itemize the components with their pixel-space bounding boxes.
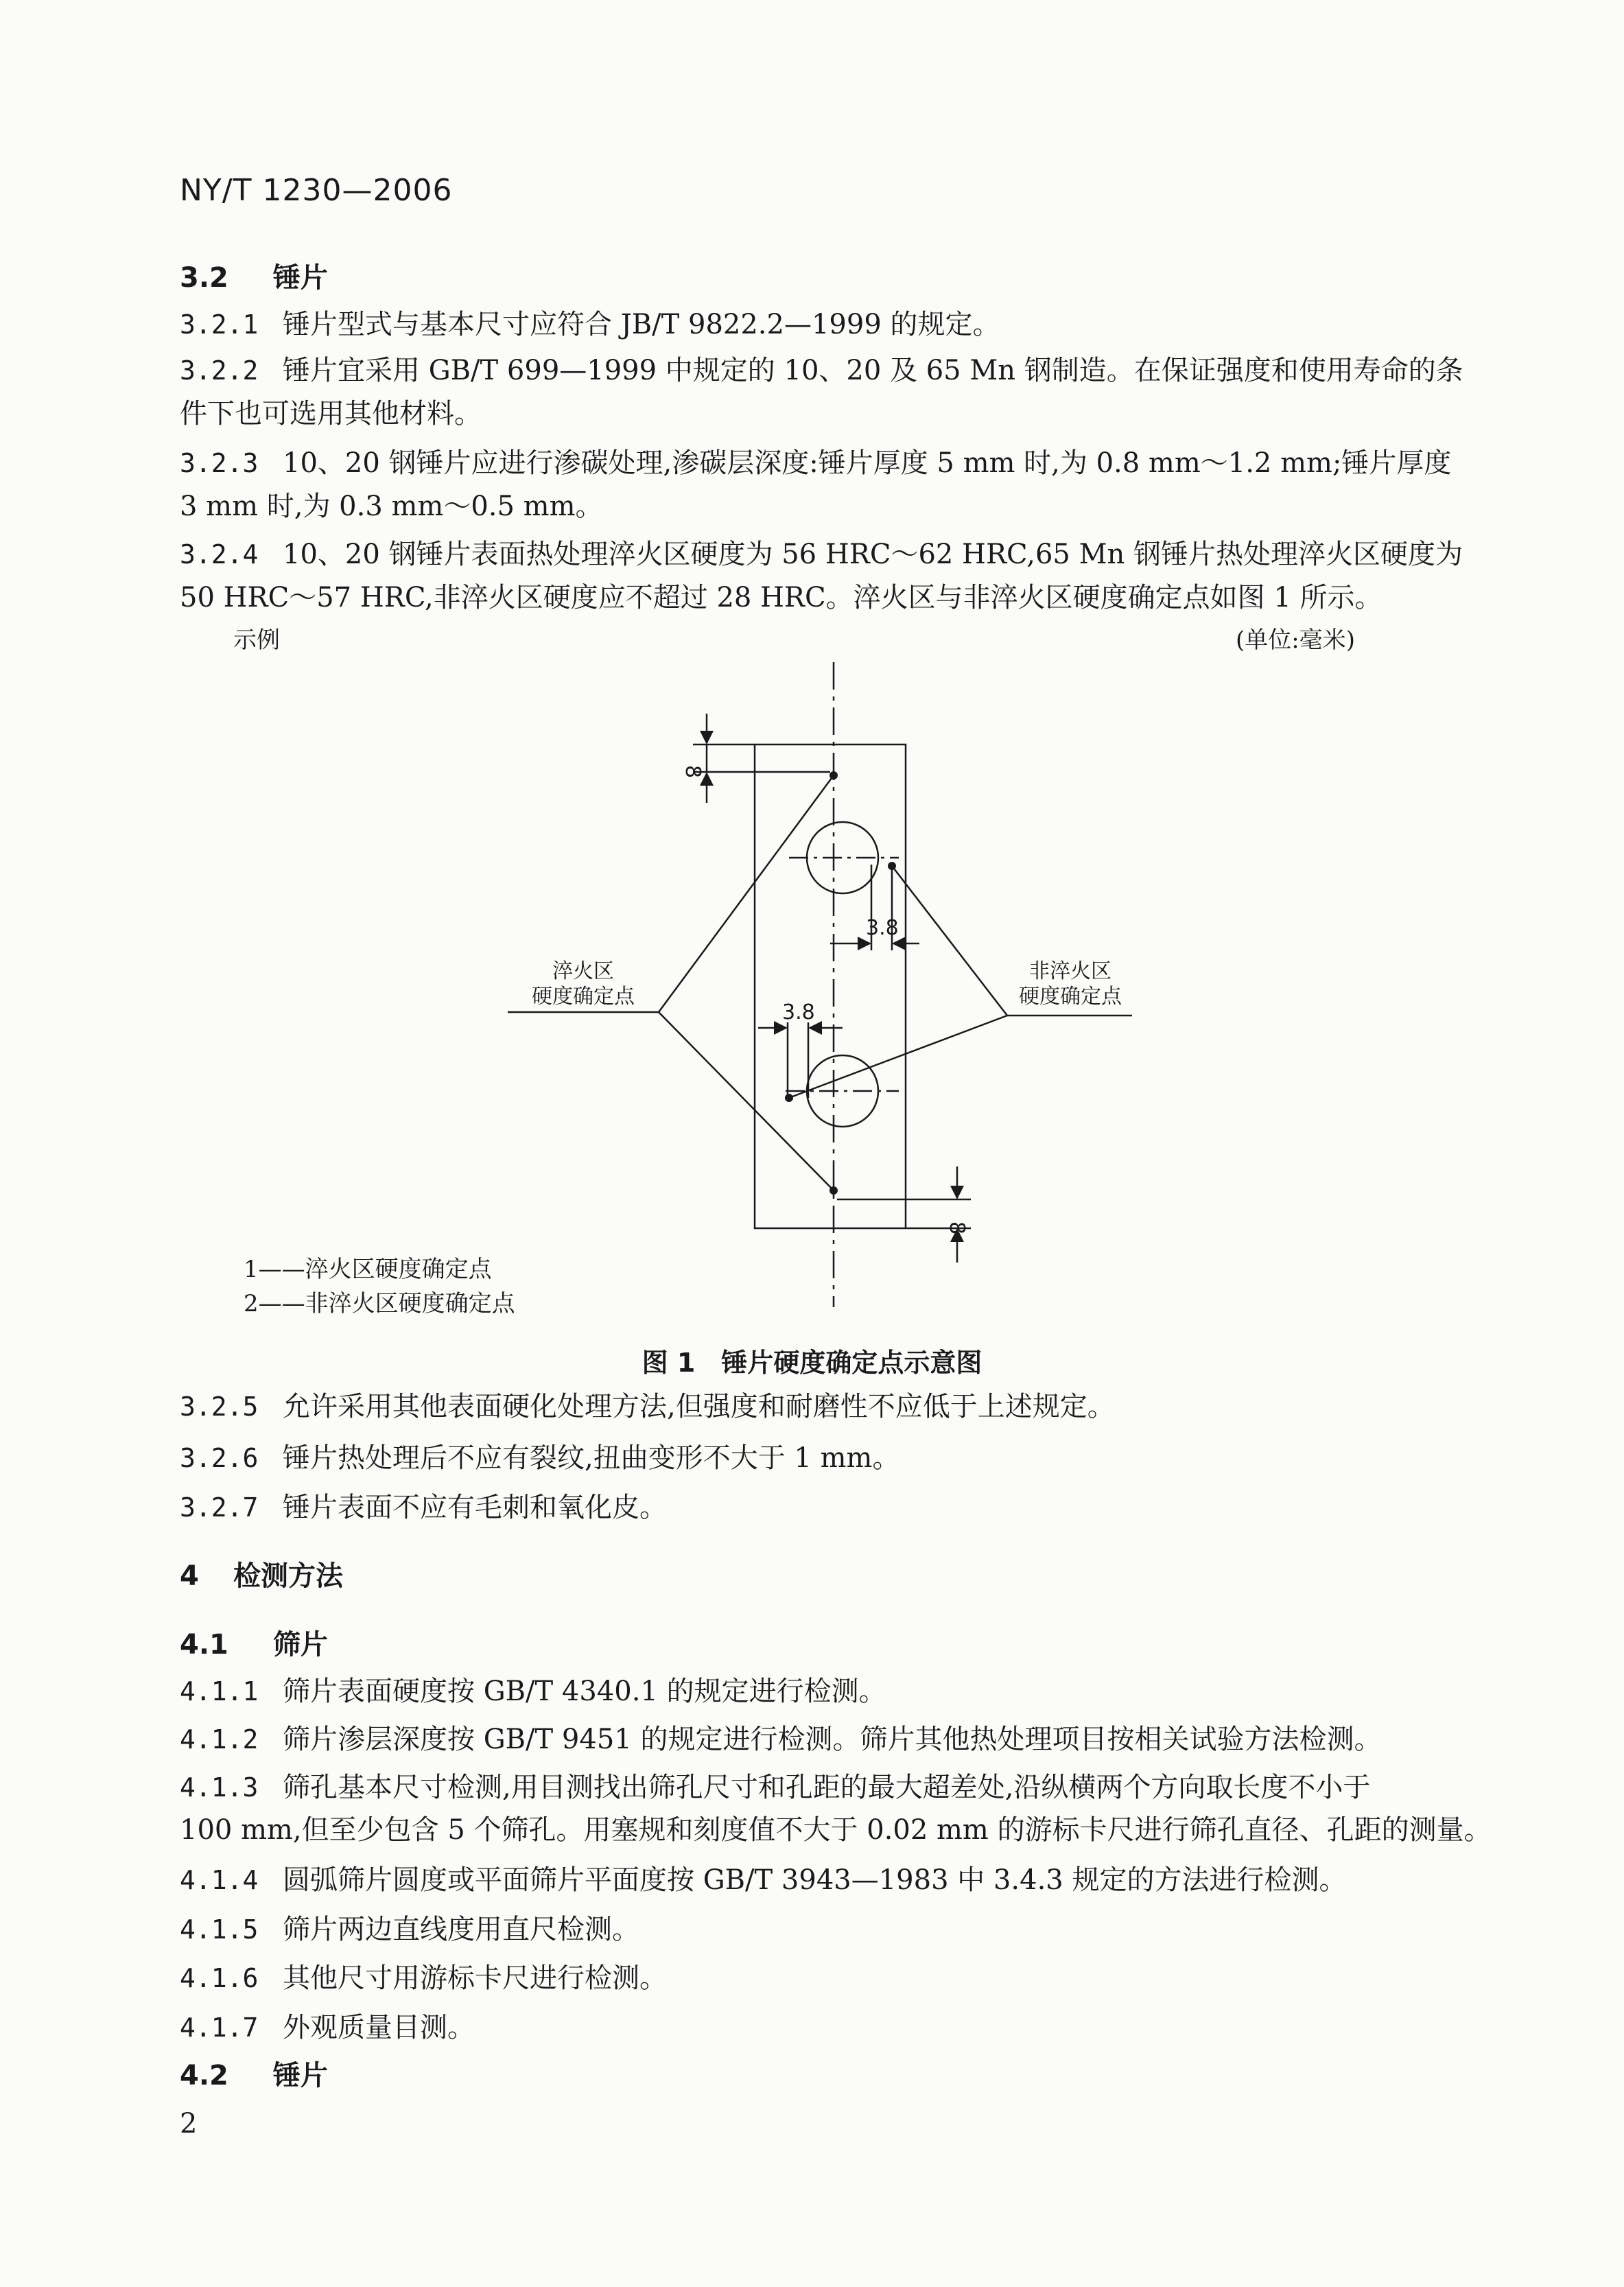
section-number: 4.1 bbox=[180, 1629, 228, 1661]
legend-item-2: 2——非淬火区硬度确定点 bbox=[244, 1290, 515, 1317]
clause-text: 筛片表面硬度按 GB/T 4340.1 的规定进行检测。 bbox=[283, 1676, 886, 1707]
clause bbox=[180, 1674, 886, 1709]
clause-number: 4.1.7 bbox=[180, 2013, 259, 2043]
clause-number: 4.1.3 bbox=[180, 1772, 259, 1803]
clause-continuation: 件下也可选用其他材料。 bbox=[180, 398, 482, 430]
section-title: 锤片 bbox=[273, 2060, 328, 2091]
clause-number: 3.2.2 bbox=[180, 355, 259, 386]
standard-code: NY/T 1230—2006 bbox=[180, 173, 453, 208]
section-number: 3.2 bbox=[180, 262, 228, 294]
label-quench-1: 淬火区 bbox=[552, 959, 614, 983]
clause-number: 4.1.1 bbox=[180, 1676, 259, 1707]
section-heading bbox=[180, 2059, 328, 2093]
dim-8-bottom: 8 bbox=[945, 1221, 969, 1235]
clause-continuation: 100 mm,但至少包含 5 个筛孔。用塞规和刻度值不大于 0.02 mm 的游标卡尺进行筛孔直径、孔距的测量。 bbox=[180, 1814, 1492, 1846]
clause-number: 4.1.2 bbox=[180, 1724, 259, 1755]
clause-number: 3.2.5 bbox=[180, 1392, 259, 1422]
clause bbox=[180, 1912, 639, 1947]
clause bbox=[180, 1863, 1346, 1897]
clause-text: 允许采用其他表面硬化处理方法,但强度和耐磨性不应低于上述规定。 bbox=[283, 1391, 1115, 1422]
section-title: 锤片 bbox=[273, 262, 328, 294]
unit-label: (单位:毫米) bbox=[1236, 626, 1355, 654]
section-number: 4.2 bbox=[180, 2060, 228, 2091]
clause-number: 3.2.4 bbox=[180, 539, 259, 570]
dim-38-left: 3.8 bbox=[782, 1000, 815, 1024]
clause-number: 3.2.1 bbox=[180, 309, 259, 340]
figure-caption: 图 1 锤片硬度确定点示意图 bbox=[642, 1348, 982, 1378]
legend-item-1: 1——淬火区硬度确定点 bbox=[244, 1256, 492, 1283]
dim-38-right: 3.8 bbox=[866, 916, 899, 940]
clause-text: 锤片宜采用 GB/T 699—1999 中规定的 10、20 及 65 Mn 钢制造。在保证强度和使用寿命的条 bbox=[283, 355, 1463, 386]
clause-text: 圆弧筛片圆度或平面筛片平面度按 GB/T 3943—1983 中 3.4.3 规定的方法进行检测。 bbox=[283, 1864, 1347, 1896]
clause-text: 筛片渗层深度按 GB/T 9451 的规定进行检测。筛片其他热处理项目按相关试验方法检测。 bbox=[283, 1724, 1382, 1755]
clause-number: 4.1.4 bbox=[180, 1865, 259, 1895]
clause-text: 10、20 钢锤片表面热处理淬火区硬度为 56 HRC～62 HRC,65 Mn 钢锤片热处理淬火区硬度为 bbox=[283, 539, 1463, 570]
label-quench-2: 硬度确定点 bbox=[532, 985, 635, 1009]
section-title: 检测方法 bbox=[233, 1560, 343, 1592]
clause-text: 10、20 钢锤片应进行渗碳处理,渗碳层深度:锤片厚度 5 mm 时,为 0.8 mm～1.2 mm;锤片厚度 bbox=[283, 447, 1452, 479]
clause bbox=[180, 1389, 1115, 1424]
clause-text: 锤片型式与基本尺寸应符合 JB/T 9822.2—1999 的规定。 bbox=[283, 309, 1000, 340]
clause-text: 筛片两边直线度用直尺检测。 bbox=[283, 1914, 639, 1945]
label-nonquench-2: 硬度确定点 bbox=[1019, 985, 1122, 1009]
clause-text: 锤片表面不应有毛刺和氧化皮。 bbox=[283, 1492, 667, 1523]
example-label: 示例 bbox=[233, 626, 280, 654]
clause-text: 其他尺寸用游标卡尺进行检测。 bbox=[283, 1962, 667, 1994]
clause bbox=[180, 1490, 667, 1525]
clause-number: 3.2.3 bbox=[180, 448, 259, 478]
clause-text: 锤片热处理后不应有裂纹,扭曲变形不大于 1 mm。 bbox=[283, 1442, 900, 1474]
clause-text: 筛孔基本尺寸检测,用目测找出筛孔尺寸和孔距的最大超差处,沿纵横两个方向取长度不小于 bbox=[283, 1772, 1371, 1803]
section-title: 筛片 bbox=[273, 1629, 328, 1661]
hammer-plate-outline bbox=[755, 744, 906, 1228]
clause bbox=[180, 1722, 1381, 1757]
clause bbox=[180, 1441, 899, 1475]
label-nonquench-1: 非淬火区 bbox=[1029, 959, 1111, 983]
clause-text: 外观质量目测。 bbox=[283, 2012, 475, 2043]
clause bbox=[180, 1770, 1370, 1805]
clause-continuation: 3 mm 时,为 0.3 mm～0.5 mm。 bbox=[180, 491, 603, 522]
section-heading bbox=[180, 1628, 328, 1662]
section-heading bbox=[180, 1559, 343, 1593]
clause-number: 3.2.7 bbox=[180, 1492, 259, 1523]
dim-8-top: 8 bbox=[681, 765, 705, 779]
clause-continuation: 50 HRC～57 HRC,非淬火区硬度应不超过 28 HRC。淬火区与非淬火区硬度确定点如图 1 所示。 bbox=[180, 582, 1382, 613]
clause-number: 4.1.5 bbox=[180, 1914, 259, 1945]
clause-number: 3.2.6 bbox=[180, 1443, 259, 1473]
page-number: 2 bbox=[180, 2108, 198, 2139]
clause-number: 4.1.6 bbox=[180, 1963, 259, 1993]
section-number: 4 bbox=[180, 1560, 199, 1592]
clause bbox=[180, 2010, 475, 2045]
clause bbox=[180, 1961, 667, 1995]
